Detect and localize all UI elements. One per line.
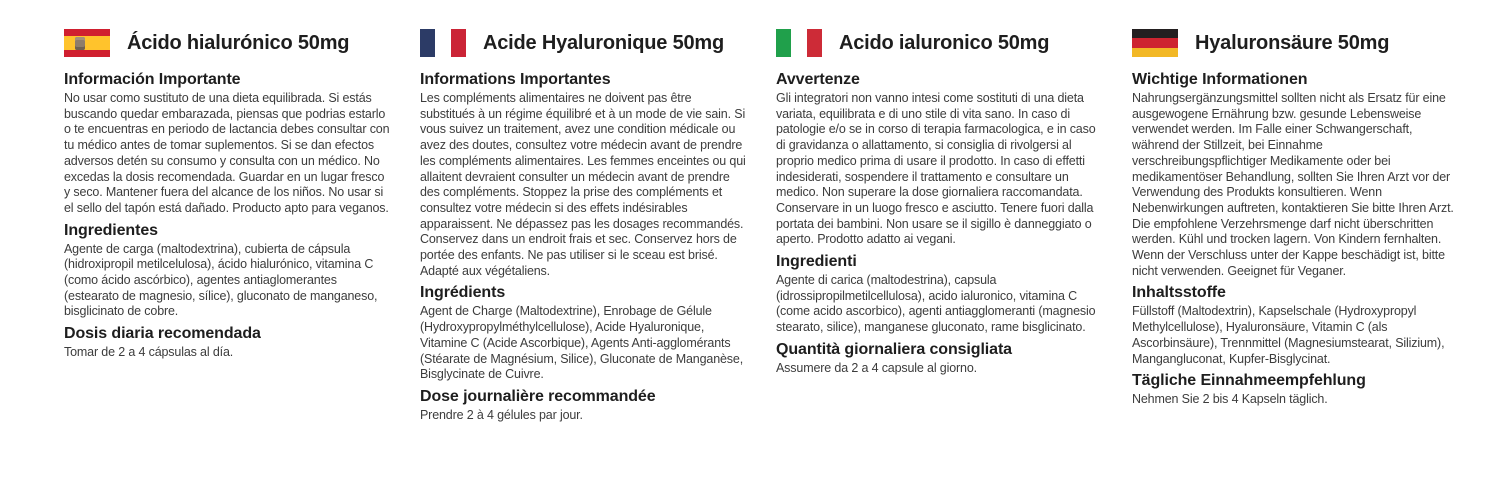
flag-stripe <box>776 29 791 57</box>
section-body-ingredients: Agent de Charge (Maltodextrine), Enrobage de Gélule (Hydroxypropylméthylcellulose), Acide Hyaluronique, Vitamine C (Acide Ascorbique), Agents Anti-agglomérants (Stéarate de Magnésium, Silice), Gluconate de Manganèse, Bisglycinate de Cuivre. <box>420 304 744 382</box>
section-heading-ingredients: Inhaltsstoffe <box>1132 284 1226 302</box>
flag-stripe <box>420 29 435 57</box>
label-column-spanish <box>64 29 390 424</box>
column-header-french <box>420 29 746 57</box>
section-heading-ingredients: Ingredienti <box>776 253 857 271</box>
label-column-italian <box>776 29 1102 424</box>
flag-stripe <box>1132 29 1178 38</box>
section-body-daily-dose: Nehmen Sie 2 bis 4 Kapseln täglich. <box>1132 392 1328 407</box>
section-heading-daily-dose: Dosis diaria recomendada <box>64 325 261 343</box>
section-heading-important-info: Información Importante <box>64 71 241 88</box>
column-header-italian <box>776 29 1102 57</box>
section-body-daily-dose: Prendre 2 à 4 gélules par jour. <box>420 407 583 422</box>
section-heading-important-info: Informations Importantes <box>420 71 611 88</box>
spain-coat-of-arms-icon <box>75 37 85 50</box>
product-title-german: Hyaluronsäure 50mg <box>1195 31 1390 54</box>
section-body-ingredients: Agente de carga (maltodextrina), cubierta de cápsula (hidroxipropil metilcelulosa), ácido hialurónico, vitamina C (como ácido ascórbico), agentes antiaglomerantes (estearato de magnesio, sílice), gluconato de manganeso, bisglicinato de cobre. <box>64 241 378 319</box>
section-body-important-info: Gli integratori non vanno intesi come sostituti di una dieta variata, equilibrata e di uno stile di vita sano. In caso di patologie e/o se in corso di terapia farmacologica, e in caso di gravidanza o allattamento, si consiglia di rivolgersi al proprio medico prima di usare il prodotto. In caso di effetti indesiderati, sospendere il trattamento e consultare un medico. Non superare la dose giornaliera raccomandata. Conservare in un luogo fresco e asciutto. Tenere fuori dalla portata dei bambini. Non usare se il sigillo è danneggiato o aperto. Prodotto adatto ai vegani. <box>776 91 1096 247</box>
flag-stripe <box>451 29 466 57</box>
section-heading-ingredients: Ingredientes <box>64 221 158 239</box>
section-body-important-info: Nahrungsergänzungsmittel sollten nicht als Ersatz für eine ausgewogene Ernährung bzw. gesunde Lebensweise verwendet werden. Im Falle einer Schwangerschaft, während der Stillzeit, bei Einnahme verschreibungspflichtiger Medikamente oder bei medikamentöser Behandlung, sollten Sie Ihren Arzt vor der Verwendung des Produkts konsultieren. Wenn Nebenwirkungen auftreten, kontaktieren Sie bitte Ihren Arzt. Die empfohlene Verzehrsmenge darf nicht überschritten werden. Kühl und trocken lagern. Von Kindern fernhalten. Wenn der Verschluss unter der Kappe beschädigt ist, bitte nicht verwenden. Geeignet für Veganer. <box>1132 91 1454 278</box>
section-body-important-info: Les compléments alimentaires ne doivent pas être substitués à un régime équilibré et à un mode de vie sain. Si vous suivez un traitement, avez une condition médicale ou avez des doutes, consultez votre médecin avant de prendre les compléments alimentaires. Les femmes enceintes ou qui allaitent devraient consulter un médecin avant de prendre des compléments. Stoppez la prise des compléments et consultez votre médecin si des effets indésirables apparaissent. Ne dépassez pas les dosages recommandés. Conservez dans un endroit frais et sec. Conservez hors de portée des enfants. Ne pas utiliser si le sceau est brisé. Adapté aux végétaliens. <box>420 91 746 278</box>
section-heading-daily-dose: Tägliche Einnahmeempfehlung <box>1132 372 1366 390</box>
france-flag-icon <box>420 29 466 57</box>
label-column-french <box>420 29 746 424</box>
flag-stripe <box>64 50 110 57</box>
section-body-daily-dose: Tomar de 2 a 4 cápsulas al día. <box>64 345 234 360</box>
label-column-german <box>1132 29 1458 424</box>
spain-flag-icon <box>64 29 110 57</box>
product-title-italian: Acido ialuronico 50mg <box>839 31 1050 54</box>
section-heading-ingredients: Ingrédients <box>420 284 506 302</box>
product-title-french: Acide Hyaluronique 50mg <box>483 31 725 54</box>
section-body-daily-dose: Assumere da 2 a 4 capsule al giorno. <box>776 360 977 375</box>
section-heading-important-info: Avvertenze <box>776 71 860 88</box>
section-body-important-info: No usar como sustituto de una dieta equilibrada. Si estás buscando quedar embarazada, piensas que podrias estarlo o te encuentras en periodo de lactancia debes consultar con tu médico antes de tomar suplementos. Si se dan efectos adversos detén su consumo y consulta con un médico. No excedas la dosis recomendada. Guardar en un lugar fresco y seco. Mantener fuera del alcance de los niños. No usar si el sello del tapón está dañado. Producto apto para veganos. <box>64 91 390 215</box>
flag-stripe <box>64 29 110 36</box>
section-heading-daily-dose: Quantità giornaliera consigliata <box>776 340 1012 358</box>
column-header-german <box>1132 29 1458 57</box>
section-heading-important-info: Wichtige Informationen <box>1132 71 1308 88</box>
column-header-spanish <box>64 29 390 57</box>
product-title-spanish: Ácido hialurónico 50mg <box>127 31 350 54</box>
section-body-ingredients: Füllstoff (Maltodextrin), Kapselschale (Hydroxypropyl Methylcellulose), Hyaluronsäure, Vitamin C (als Ascorbinsäure), Trennmittel (Magnesiumstearat, Silizium), Mangangluconat, Kupfer-Bisglycinat. <box>1132 304 1445 366</box>
italy-flag-icon <box>776 29 822 57</box>
flag-stripe <box>807 29 822 57</box>
flag-stripe <box>1132 48 1178 57</box>
flag-stripe <box>64 36 110 50</box>
flag-stripe <box>435 29 450 57</box>
flag-stripe <box>791 29 806 57</box>
germany-flag-icon <box>1132 29 1178 57</box>
section-body-ingredients: Agente di carica (maltodestrina), capsula (idrossipropilmetilcellulosa), acido ialuronico, vitamina C (come acido ascorbico), agenti antiagglomeranti (magnesio stearato, silice), manganese gluconato, rame bisglicinato. <box>776 273 1096 335</box>
section-heading-daily-dose: Dose journalière recommandée <box>420 387 656 405</box>
flag-stripe <box>1132 38 1178 47</box>
